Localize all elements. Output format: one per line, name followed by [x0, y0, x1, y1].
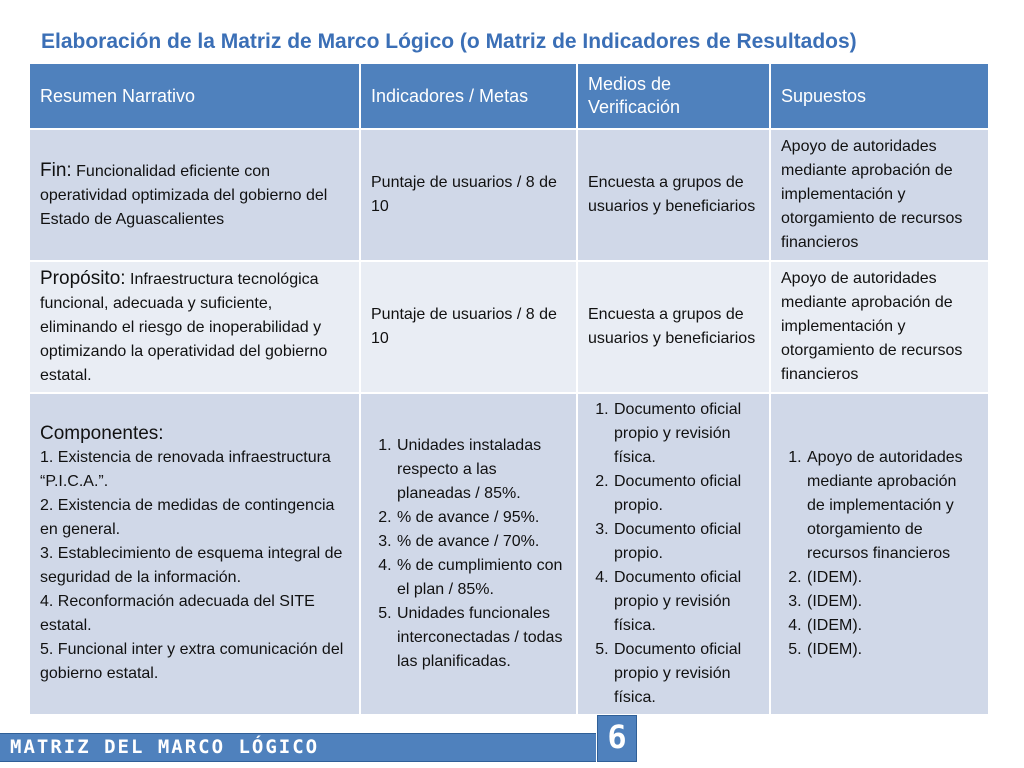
cell-componentes-medios [577, 393, 770, 715]
list-item: 1. Documento oficial propio y revisión física. [613, 398, 759, 470]
list-item: 5. Documento oficial propio y revisión física. [613, 638, 759, 710]
list-item: 4. % de cumplimiento con el plan / 85%. [396, 554, 566, 602]
page-number: 6 [597, 715, 637, 762]
header-resumen-narrativo: Resumen Narrativo [29, 63, 360, 129]
cell-fin-supuesto: Apoyo de autoridades mediante aprobación de implementación y otorgamiento de recursos financieros [770, 129, 989, 261]
list-item: 3. (IDEM). [806, 590, 978, 614]
componente-line: 4. Reconformación adecuada del SITE estatal. [40, 593, 315, 634]
medios-list [588, 398, 759, 710]
table-header-row [29, 63, 989, 129]
footer-bar [0, 733, 596, 762]
indicadores-list [371, 434, 566, 674]
list-item: 5. (IDEM). [806, 638, 978, 662]
proposito-text: Infraestructura tecnológica funcional, adecuada y suficiente, eliminando el riesgo de inoperabilidad y optimizando la operatividad del gobierno estatal. [40, 270, 328, 384]
slide-title: Elaboración de la Matriz de Marco Lógico (o Matriz de Indicadores de Resultados) [41, 30, 857, 53]
proposito-lead: Propósito: [40, 267, 126, 289]
table-row-proposito [29, 261, 989, 393]
cell-componentes-supuestos [770, 393, 989, 715]
cell-proposito-supuesto: Apoyo de autoridades mediante aprobación de implementación y otorgamiento de recursos financieros [770, 261, 989, 393]
cell-fin-medio: Encuesta a grupos de usuarios y beneficiarios [577, 129, 770, 261]
cell-proposito-resumen [29, 261, 360, 393]
supuestos-list [781, 446, 978, 662]
header-supuestos: Supuestos [770, 63, 989, 129]
componente-line: 3. Establecimiento de esquema integral de seguridad de la información. [40, 545, 343, 586]
list-item: 1. Apoyo de autoridades mediante aprobación de implementación y otorgamiento de recursos financieros [806, 446, 978, 566]
cell-componentes-resumen [29, 393, 360, 715]
componente-line: 1. Existencia de renovada infraestructura “P.I.C.A.”. [40, 449, 331, 490]
header-medios-verificacion: Medios de Verificación [577, 63, 770, 129]
list-item: 4. (IDEM). [806, 614, 978, 638]
cell-proposito-medio: Encuesta a grupos de usuarios y beneficiarios [577, 261, 770, 393]
logical-framework-matrix [28, 62, 990, 716]
table-row-componentes [29, 393, 989, 715]
footer-label: MATRIZ DEL MARCO LÓGICO [10, 736, 320, 758]
cell-componentes-indicadores [360, 393, 577, 715]
table-row-fin [29, 129, 989, 261]
componente-line: 5. Funcional inter y extra comunicación del gobierno estatal. [40, 641, 344, 682]
list-item: 3. Documento oficial propio. [613, 518, 759, 566]
list-item: 5. Unidades funcionales interconectadas / todas las planificadas. [396, 602, 566, 674]
componentes-lead: Componentes: [40, 423, 164, 444]
cell-proposito-indicador: Puntaje de usuarios / 8 de 10 [360, 261, 577, 393]
cell-fin-indicador: Puntaje de usuarios / 8 de 10 [360, 129, 577, 261]
list-item: 2. (IDEM). [806, 566, 978, 590]
header-indicadores-metas: Indicadores / Metas [360, 63, 577, 129]
list-item: 2. Documento oficial propio. [613, 470, 759, 518]
list-item: 1. Unidades instaladas respecto a las planeadas / 85%. [396, 434, 566, 506]
componente-line: 2. Existencia de medidas de contingencia en general. [40, 497, 335, 538]
list-item: 4. Documento oficial propio y revisión física. [613, 566, 759, 638]
fin-text: Funcionalidad eficiente con operatividad optimizada del gobierno del Estado de Aguascalientes [40, 162, 328, 228]
fin-lead: Fin: [40, 159, 72, 181]
list-item: 3. % de avance / 70%. [396, 530, 566, 554]
list-item: 2. % de avance / 95%. [396, 506, 566, 530]
cell-fin-resumen [29, 129, 360, 261]
